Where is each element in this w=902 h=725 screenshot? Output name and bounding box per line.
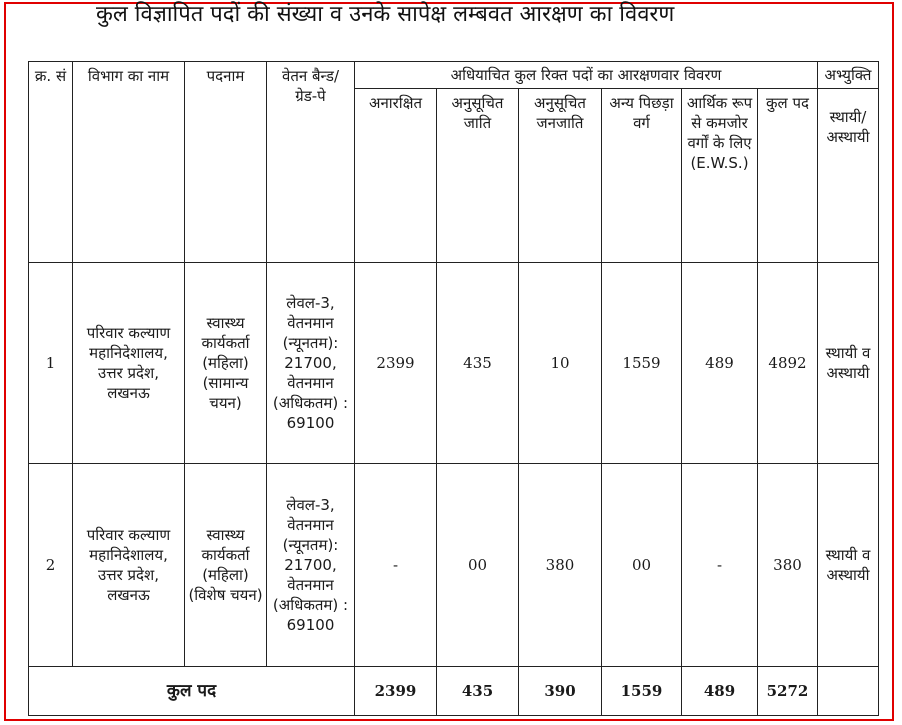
cell-ews: - [682,464,758,667]
cell-obc: 1559 [602,263,682,464]
cell-unreserved: 2399 [355,263,437,464]
header-pay: वेतन बैन्ड/ ग्रेड-पे [267,62,355,263]
header-st: अनुसूचित जनजाति [519,89,602,263]
header-sc: अनुसूचित जाति [437,89,519,263]
total-sc: 435 [437,667,519,716]
cell-obc: 00 [602,464,682,667]
header-unreserved: अनारक्षित [355,89,437,263]
table-row [29,464,879,667]
vacancy-table [28,61,879,716]
total-unreserved: 2399 [355,667,437,716]
totals-row [29,667,879,716]
cell-total: 4892 [758,263,818,464]
total-ews: 489 [682,667,758,716]
cell-sno: 1 [29,263,73,464]
header-remarks-sub: स्थायी/ अस्थायी [818,89,879,263]
cell-remarks: स्थायी व अस्थायी [818,464,879,667]
page-title: कुल विज्ञापित पदों की संख्या व उनके सापेक्ष लम्बवत आरक्षण का विवरण [96,2,675,27]
header-total: कुल पद [758,89,818,263]
cell-unreserved: - [355,464,437,667]
cell-st: 10 [519,263,602,464]
total-st: 390 [519,667,602,716]
cell-pay: लेवल-3, वेतनमान (न्यूनतम): 21700, वेतनमान (अधिकतम) : 69100 [267,263,355,464]
header-remarks: अभ्युक्ति [818,62,879,89]
cell-pay: लेवल-3, वेतनमान (न्यूनतम): 21700, वेतनमान (अधिकतम) : 69100 [267,464,355,667]
cell-sno: 2 [29,464,73,667]
header-ews: आर्थिक रूप से कमजोर वर्गों के लिए (E.W.S.) [682,89,758,263]
total-total: 5272 [758,667,818,716]
cell-sc: 435 [437,263,519,464]
cell-department: परिवार कल्याण महानिदेशालय, उत्तर प्रदेश, लखनऊ [73,464,185,667]
header-vacancy-group: अधियाचित कुल रिक्त पदों का आरक्षणवार विवरण [355,62,818,89]
table-row [29,263,879,464]
header-department: विभाग का नाम [73,62,185,263]
cell-total: 380 [758,464,818,667]
cell-st: 380 [519,464,602,667]
header-sno: क्र. सं [29,62,73,263]
totals-label: कुल पद [29,667,355,716]
cell-post: स्वास्थ्य कार्यकर्ता (महिला) (विशेष चयन) [185,464,267,667]
cell-department: परिवार कल्याण महानिदेशालय, उत्तर प्रदेश, लखनऊ [73,263,185,464]
total-obc: 1559 [602,667,682,716]
cell-sc: 00 [437,464,519,667]
cell-post: स्वास्थ्य कार्यकर्ता (महिला) (सामान्य चयन) [185,263,267,464]
header-obc: अन्य पिछड़ा वर्ग [602,89,682,263]
cell-ews: 489 [682,263,758,464]
header-post: पदनाम [185,62,267,263]
total-remarks-empty [818,667,879,716]
cell-remarks: स्थायी व अस्थायी [818,263,879,464]
